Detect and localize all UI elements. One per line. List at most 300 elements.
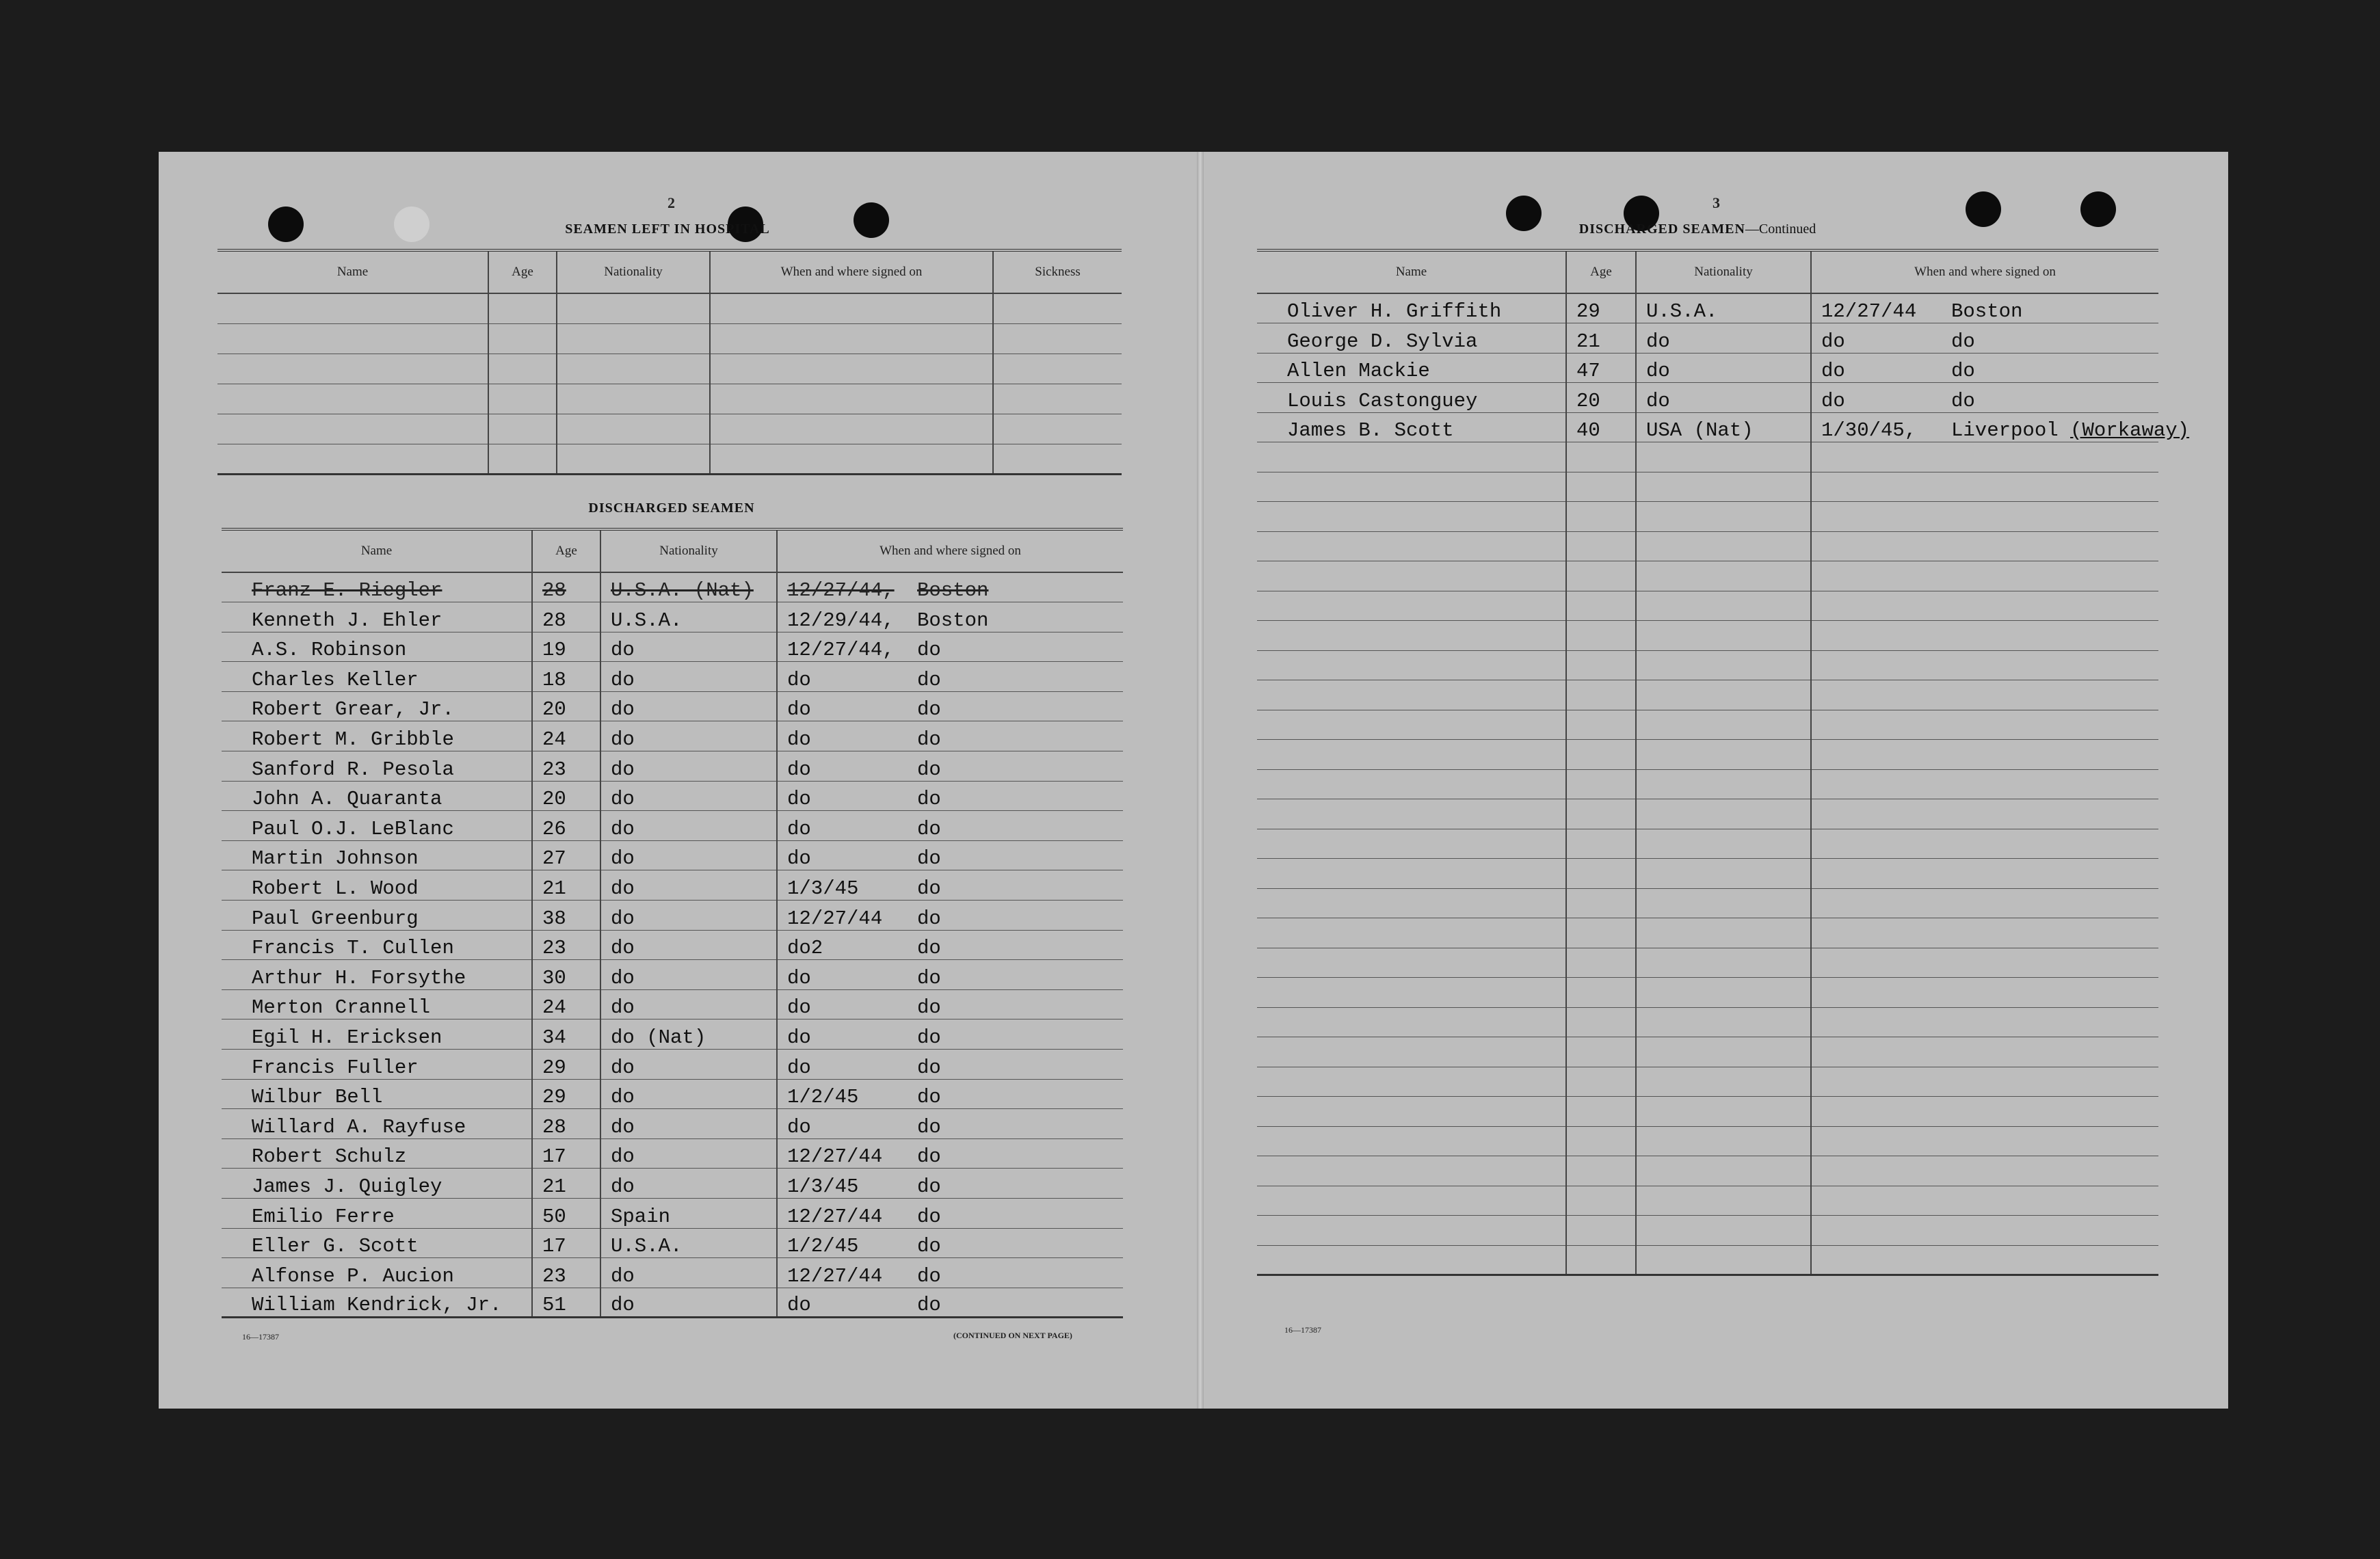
signed-on-place: do (1951, 330, 1975, 353)
column-header: Name (217, 250, 488, 293)
empty-cell (1636, 888, 1811, 918)
age-cell (532, 1050, 600, 1080)
empty-cell (710, 293, 993, 323)
signed-on-cell (777, 870, 1123, 901)
signed-on-place: Boston (917, 609, 989, 632)
signed-on-date: 12/27/44 (1821, 300, 1917, 323)
empty-cell (1811, 442, 2158, 472)
empty-cell (1636, 591, 1811, 621)
name-cell (222, 811, 532, 841)
nationality-cell (600, 572, 777, 602)
empty-cell (1257, 948, 1566, 978)
empty-cell (1636, 561, 1811, 591)
name-cell (1257, 293, 1566, 323)
signed-on-place: do (917, 1056, 941, 1079)
age-cell (532, 1109, 600, 1139)
empty-cell (1636, 1097, 1811, 1127)
signed-on-cell (777, 1109, 1123, 1139)
empty-cell (1257, 859, 1566, 889)
empty-cell (1566, 948, 1636, 978)
age-cell (532, 721, 600, 751)
signed-on-date: 12/29/44, (787, 609, 895, 632)
name-cell (222, 721, 532, 751)
seaman-name: John A. Quaranta (252, 788, 442, 811)
empty-cell (1257, 531, 1566, 561)
column-header: When and where signed on (1811, 250, 2158, 293)
name-cell (1257, 353, 1566, 383)
column-header: Age (1566, 250, 1636, 293)
signed-on-cell (777, 989, 1123, 1020)
empty-cell (1636, 502, 1811, 532)
empty-cell (1636, 1067, 1811, 1097)
empty-cell (1257, 829, 1566, 859)
seaman-age: 47 (1576, 360, 1600, 382)
signed-on-cell (777, 721, 1123, 751)
signed-on-date: do (787, 668, 811, 691)
empty-cell (1811, 888, 2158, 918)
empty-cell (488, 414, 557, 444)
table-row (222, 1020, 1123, 1050)
empty-cell (1636, 799, 1811, 829)
nationality-cell (600, 691, 777, 721)
empty-cell (217, 444, 488, 474)
name-cell (1257, 412, 1566, 442)
punch-hole (2080, 191, 2116, 227)
signed-on-date: do (787, 847, 811, 870)
empty-cell (1636, 1126, 1811, 1156)
signed-on-date: do (787, 1026, 811, 1049)
seaman-age: 30 (542, 966, 566, 989)
age-cell (532, 1258, 600, 1288)
table-row (1257, 1007, 2158, 1037)
nationality-cell (600, 840, 777, 870)
signed-on-cell (777, 1138, 1123, 1169)
seaman-nationality: do (611, 668, 635, 691)
signed-on-cell (777, 632, 1123, 662)
name-cell (222, 1288, 532, 1318)
empty-cell (1811, 502, 2158, 532)
seaman-nationality: USA (Nat) (1646, 419, 1754, 442)
table-row (222, 1169, 1123, 1199)
seaman-nationality: do (611, 698, 635, 721)
nationality-cell (600, 1109, 777, 1139)
table-row (222, 1198, 1123, 1228)
empty-cell (1811, 591, 2158, 621)
seaman-age: 23 (542, 758, 566, 781)
empty-cell (1811, 1037, 2158, 1067)
column-header: When and where signed on (777, 529, 1123, 572)
table-row (217, 384, 1122, 414)
empty-cell (1257, 769, 1566, 799)
seaman-nationality: do (611, 788, 635, 811)
table-row (222, 721, 1123, 751)
table-row (222, 901, 1123, 931)
table-row (222, 572, 1123, 602)
signed-on-date: do (787, 728, 811, 751)
empty-cell (217, 414, 488, 444)
discharged-section-title: DISCHARGED SEAMEN (588, 501, 755, 516)
age-cell (532, 960, 600, 990)
table-row (222, 989, 1123, 1020)
signed-on-place: do (917, 788, 941, 811)
seaman-nationality: do (611, 758, 635, 781)
signed-on-cell (777, 602, 1123, 632)
empty-cell (1566, 1216, 1636, 1246)
nationality-cell (600, 632, 777, 662)
name-cell (222, 1228, 532, 1258)
signed-on-date: do (787, 758, 811, 781)
signed-on-place: do (917, 1264, 941, 1288)
table-row (222, 1288, 1123, 1318)
table-row (222, 632, 1123, 662)
empty-cell (1257, 710, 1566, 740)
seaman-age: 27 (542, 847, 566, 870)
signed-on-date: do (787, 1115, 811, 1138)
empty-cell (1811, 918, 2158, 948)
seaman-name: Franz E. Riegler (252, 579, 442, 602)
signed-on-cell (777, 691, 1123, 721)
age-cell (532, 989, 600, 1020)
empty-cell (488, 384, 557, 414)
empty-cell (1811, 1245, 2158, 1275)
table-row (1257, 1097, 2158, 1127)
empty-cell (1566, 769, 1636, 799)
seaman-name: William Kendrick, Jr. (252, 1294, 502, 1317)
table-row (1257, 799, 2158, 829)
empty-cell (1811, 472, 2158, 502)
empty-cell (1257, 1245, 1566, 1275)
empty-cell (1811, 561, 2158, 591)
nationality-cell (600, 1138, 777, 1169)
empty-cell (1257, 502, 1566, 532)
nationality-cell (600, 662, 777, 692)
empty-cell (993, 384, 1122, 414)
seaman-name: Robert M. Gribble (252, 728, 454, 751)
table-row (1257, 680, 2158, 710)
name-cell (222, 632, 532, 662)
signed-on-place: do (917, 1145, 941, 1169)
empty-cell (557, 414, 710, 444)
empty-cell (1636, 650, 1811, 680)
empty-cell (1566, 591, 1636, 621)
seaman-name: Paul Greenburg (252, 907, 419, 930)
empty-cell (1257, 442, 1566, 472)
nationality-cell (600, 811, 777, 841)
seaman-nationality: do (611, 1264, 635, 1288)
discharged-table (222, 528, 1123, 1318)
age-cell (532, 1079, 600, 1109)
table-row (222, 930, 1123, 960)
seaman-age: 26 (542, 817, 566, 840)
signed-on-place: Boston (1951, 300, 2023, 323)
column-header: Nationality (1636, 250, 1811, 293)
empty-cell (1566, 680, 1636, 710)
document-sheet (159, 152, 2228, 1409)
nationality-cell (1636, 412, 1811, 442)
empty-cell (1811, 978, 2158, 1008)
seaman-name: Merton Crannell (252, 996, 431, 1020)
name-cell (222, 1109, 532, 1139)
empty-cell (557, 384, 710, 414)
empty-cell (1566, 561, 1636, 591)
table-row (1257, 1216, 2158, 1246)
signed-on-date: do (1821, 389, 1845, 412)
nationality-cell (600, 1079, 777, 1109)
empty-cell (1257, 1007, 1566, 1037)
empty-cell (1257, 1097, 1566, 1127)
name-cell (222, 662, 532, 692)
age-cell (532, 901, 600, 931)
column-header: Nationality (600, 529, 777, 572)
nationality-cell (600, 1228, 777, 1258)
empty-cell (1257, 1216, 1566, 1246)
empty-cell (710, 444, 993, 474)
empty-cell (557, 323, 710, 354)
name-cell (222, 840, 532, 870)
signed-on-cell (777, 1258, 1123, 1288)
empty-cell (1257, 591, 1566, 621)
seaman-age: 34 (542, 1026, 566, 1049)
empty-cell (1566, 650, 1636, 680)
empty-cell (1566, 472, 1636, 502)
empty-cell (1636, 680, 1811, 710)
column-header: Name (222, 529, 532, 572)
empty-cell (1257, 1067, 1566, 1097)
age-cell (532, 632, 600, 662)
table-row (1257, 859, 2158, 889)
nationality-cell (1636, 323, 1811, 354)
empty-cell (1257, 472, 1566, 502)
table-row (222, 1138, 1123, 1169)
empty-cell (1636, 948, 1811, 978)
signed-on-cell (777, 960, 1123, 990)
signed-on-cell (777, 930, 1123, 960)
empty-cell (1636, 1186, 1811, 1216)
table-row (217, 323, 1122, 354)
table-row (222, 840, 1123, 870)
signed-on-date: do (1821, 330, 1845, 353)
nationality-cell (1636, 353, 1811, 383)
signed-on-date: 12/27/44 (787, 1145, 883, 1169)
empty-cell (1566, 1037, 1636, 1067)
nationality-cell (600, 870, 777, 901)
seaman-nationality: do (611, 1086, 635, 1109)
seaman-nationality: do (611, 937, 635, 960)
signed-on-place: do (917, 668, 941, 691)
seaman-age: 24 (542, 728, 566, 751)
table-row (1257, 1156, 2158, 1186)
signed-on-date: 1/30/45, (1821, 419, 1917, 442)
table-row (1257, 829, 2158, 859)
age-cell (532, 840, 600, 870)
name-cell (222, 691, 532, 721)
form-number-right: 16—17387 (1284, 1325, 1321, 1335)
empty-cell (488, 323, 557, 354)
empty-cell (1636, 829, 1811, 859)
seaman-nationality: do (611, 966, 635, 989)
empty-cell (1257, 650, 1566, 680)
seaman-nationality: do (611, 996, 635, 1020)
age-cell (1566, 412, 1636, 442)
empty-cell (1566, 1126, 1636, 1156)
seaman-age: 40 (1576, 419, 1600, 442)
seaman-name: Eller G. Scott (252, 1235, 419, 1258)
signed-on-date: do (787, 966, 811, 989)
table-row (1257, 323, 2158, 354)
seaman-nationality: do (611, 1056, 635, 1079)
signed-on-cell (777, 572, 1123, 602)
name-cell (222, 781, 532, 811)
table-row (222, 870, 1123, 901)
seaman-name: Francis T. Cullen (252, 937, 454, 960)
table-row (1257, 442, 2158, 472)
age-cell (532, 751, 600, 782)
empty-cell (1257, 621, 1566, 651)
seaman-age: 24 (542, 996, 566, 1020)
table-row (1257, 1126, 2158, 1156)
empty-cell (1566, 1245, 1636, 1275)
seaman-name: Arthur H. Forsythe (252, 966, 466, 989)
table-row (1257, 621, 2158, 651)
seaman-age: 29 (1576, 300, 1600, 323)
punch-hole (1966, 191, 2001, 227)
signed-on-cell (777, 1020, 1123, 1050)
seaman-nationality: do (611, 847, 635, 870)
seaman-nationality: Spain (611, 1205, 671, 1228)
seaman-age: 17 (542, 1145, 566, 1169)
empty-cell (1811, 1186, 2158, 1216)
empty-cell (1636, 531, 1811, 561)
signed-on-date: 12/27/44, (787, 639, 895, 662)
seaman-name: Paul O.J. LeBlanc (252, 817, 454, 840)
empty-cell (1257, 1156, 1566, 1186)
seaman-nationality: do (1646, 330, 1670, 353)
seaman-age: 29 (542, 1056, 566, 1079)
empty-cell (488, 444, 557, 474)
seaman-name: A.S. Robinson (252, 639, 407, 662)
nationality-cell (1636, 383, 1811, 413)
empty-cell (1636, 442, 1811, 472)
empty-cell (1566, 442, 1636, 472)
nationality-cell (600, 751, 777, 782)
seaman-name: Oliver H. Griffith (1287, 300, 1502, 323)
seaman-nationality: do (1646, 389, 1670, 412)
empty-cell (1811, 799, 2158, 829)
empty-cell (1636, 1156, 1811, 1186)
empty-cell (1811, 1126, 2158, 1156)
signed-on-place: Liverpool (1951, 419, 2059, 442)
age-cell (532, 1020, 600, 1050)
empty-cell (1566, 531, 1636, 561)
signed-on-cell (777, 662, 1123, 692)
nationality-cell (600, 781, 777, 811)
empty-cell (1257, 561, 1566, 591)
table-row (222, 602, 1123, 632)
empty-cell (1566, 1156, 1636, 1186)
empty-cell (1257, 740, 1566, 770)
discharged-continued-table (1257, 249, 2190, 1276)
empty-cell (1566, 859, 1636, 889)
signed-on-place: Boston (917, 579, 989, 602)
age-cell (532, 691, 600, 721)
empty-cell (1811, 680, 2158, 710)
empty-cell (557, 444, 710, 474)
seaman-age: 20 (542, 788, 566, 811)
table-row (1257, 948, 2158, 978)
punch-hole (268, 206, 304, 242)
empty-cell (1566, 1067, 1636, 1097)
empty-cell (217, 323, 488, 354)
table-row (217, 354, 1122, 384)
empty-cell (488, 354, 557, 384)
seaman-age: 29 (542, 1086, 566, 1109)
signed-on-date: 1/3/45 (787, 1175, 859, 1198)
age-cell (532, 662, 600, 692)
empty-cell (1636, 1007, 1811, 1037)
signed-on-cell (777, 1050, 1123, 1080)
age-cell (532, 1198, 600, 1228)
age-cell (532, 1138, 600, 1169)
signed-on-place: do (1951, 360, 1975, 382)
signed-on-place: do (1951, 389, 1975, 412)
nationality-cell (600, 960, 777, 990)
signed-on-cell (777, 811, 1123, 841)
seaman-nationality: do (611, 907, 635, 930)
name-cell (222, 1138, 532, 1169)
empty-cell (1636, 1037, 1811, 1067)
empty-cell (1811, 1007, 2158, 1037)
signed-on-date: do (787, 1056, 811, 1079)
continued-title-suffix: —Continued (1745, 222, 1816, 237)
empty-cell (1811, 1216, 2158, 1246)
seaman-name: Emilio Ferre (252, 1205, 395, 1228)
column-header: Sickness (993, 250, 1122, 293)
empty-cell (1811, 769, 2158, 799)
signed-on-date: do (787, 788, 811, 811)
empty-cell (1811, 859, 2158, 889)
signed-on-place: do (917, 817, 941, 840)
name-cell (222, 1050, 532, 1080)
empty-cell (1636, 621, 1811, 651)
name-cell (1257, 323, 1566, 354)
signed-on-date: do (1821, 360, 1845, 382)
signed-on-date: do (787, 698, 811, 721)
name-cell (222, 751, 532, 782)
continued-note: (CONTINUED ON NEXT PAGE) (953, 1331, 1072, 1340)
signed-on-place: do (917, 1086, 941, 1109)
signed-on-date: 1/2/45 (787, 1235, 859, 1258)
table-row (222, 1228, 1123, 1258)
seaman-nationality: U.S.A. (611, 1235, 683, 1258)
table-row (1257, 888, 2158, 918)
signed-on-place: do (917, 728, 941, 751)
signed-on-place: do (917, 937, 941, 960)
seaman-name: Allen Mackie (1287, 360, 1430, 382)
empty-cell (993, 293, 1122, 323)
table-row (222, 662, 1123, 692)
age-cell (532, 1228, 600, 1258)
seaman-age: 17 (542, 1235, 566, 1258)
seaman-nationality: U.S.A. (Nat) (611, 579, 754, 602)
empty-cell (1257, 888, 1566, 918)
nationality-cell (1636, 293, 1811, 323)
empty-cell (1636, 859, 1811, 889)
empty-cell (1257, 978, 1566, 1008)
hospital-table (217, 249, 1122, 475)
seaman-name: Sanford R. Pesola (252, 758, 454, 781)
empty-cell (1636, 769, 1811, 799)
signed-on-date: 12/27/44, (787, 579, 895, 602)
